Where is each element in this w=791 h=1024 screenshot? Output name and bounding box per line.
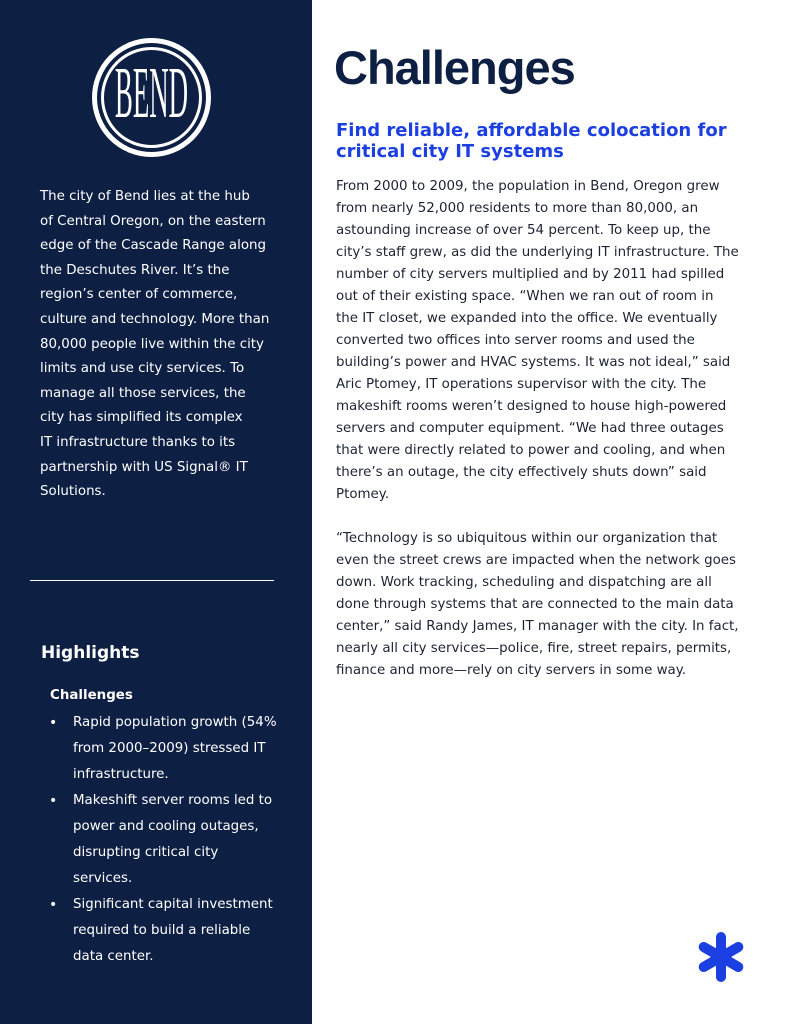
highlight-item: • Significant capital investment required to build a reliable data center. [44,892,290,970]
sidebar [0,0,312,1024]
body-paragraph-1: From 2000 to 2009, the population in Bend, Oregon grew from nearly 52,000 residents to more than 80,000, an astounding increase of over 54 percent. To keep up, the city’s staff grew, as did the underlying IT infrastructure. The number of city servers multiplied and by 2011 had spilled out of their existing space. “When we ran out of room in the IT closet, we expanded into the office. We eventually converted two offices into server rooms and used the building’s power and HVAC systems. It was not ideal,” said Aric Ptomey, IT operations supervisor with the city. The makeshift rooms weren’t designed to house high-powered servers and computer equipment. “We had three outages that were directly related to power and cooling, and when there’s an outage, the city effectively shuts down” said Ptomey. [336,179,739,502]
bend-logo [91,37,212,158]
sidebar-divider [30,580,274,581]
intro-text: The city of Bend lies at the hub of Central Oregon, on the eastern edge of the Cascade Range along the Deschutes River. It’s the region’s center of commerce, culture and technology. More than 80,000 people live within the city limits and use city services. To manage all those services, the city has simplified its complex IT infrastructure thanks to its partnership with US Signal® IT Solutions. [40,189,270,500]
highlight-item: • Makeshift server rooms led to power and cooling outages, disrupting critical city services. [44,788,290,892]
logo-text: BEND [114,51,189,133]
asterisk-brand-icon [695,931,747,983]
highlights-subtitle: Challenges [50,688,133,703]
body-paragraph-2: “Technology is so ubiquitous within our organization that even the street crews are impacted when the network goes down. Work tracking, scheduling and dispatching are all done through systems that are connected to the main data center,” said Randy James, IT manager with the city. In fact, nearly all city services—police, fire, street repairs, permits, finance and more—rely on city servers in some way. [336,531,739,678]
highlights-list [44,710,290,970]
highlight-item: • Rapid population growth (54% from 2000–2009) stressed IT infrastructure. [44,710,290,788]
highlights-title: Highlights [41,643,140,663]
page-title: Challenges [334,41,575,94]
section-heading: Find reliable, affordable colocation for critical city IT systems [336,120,727,162]
